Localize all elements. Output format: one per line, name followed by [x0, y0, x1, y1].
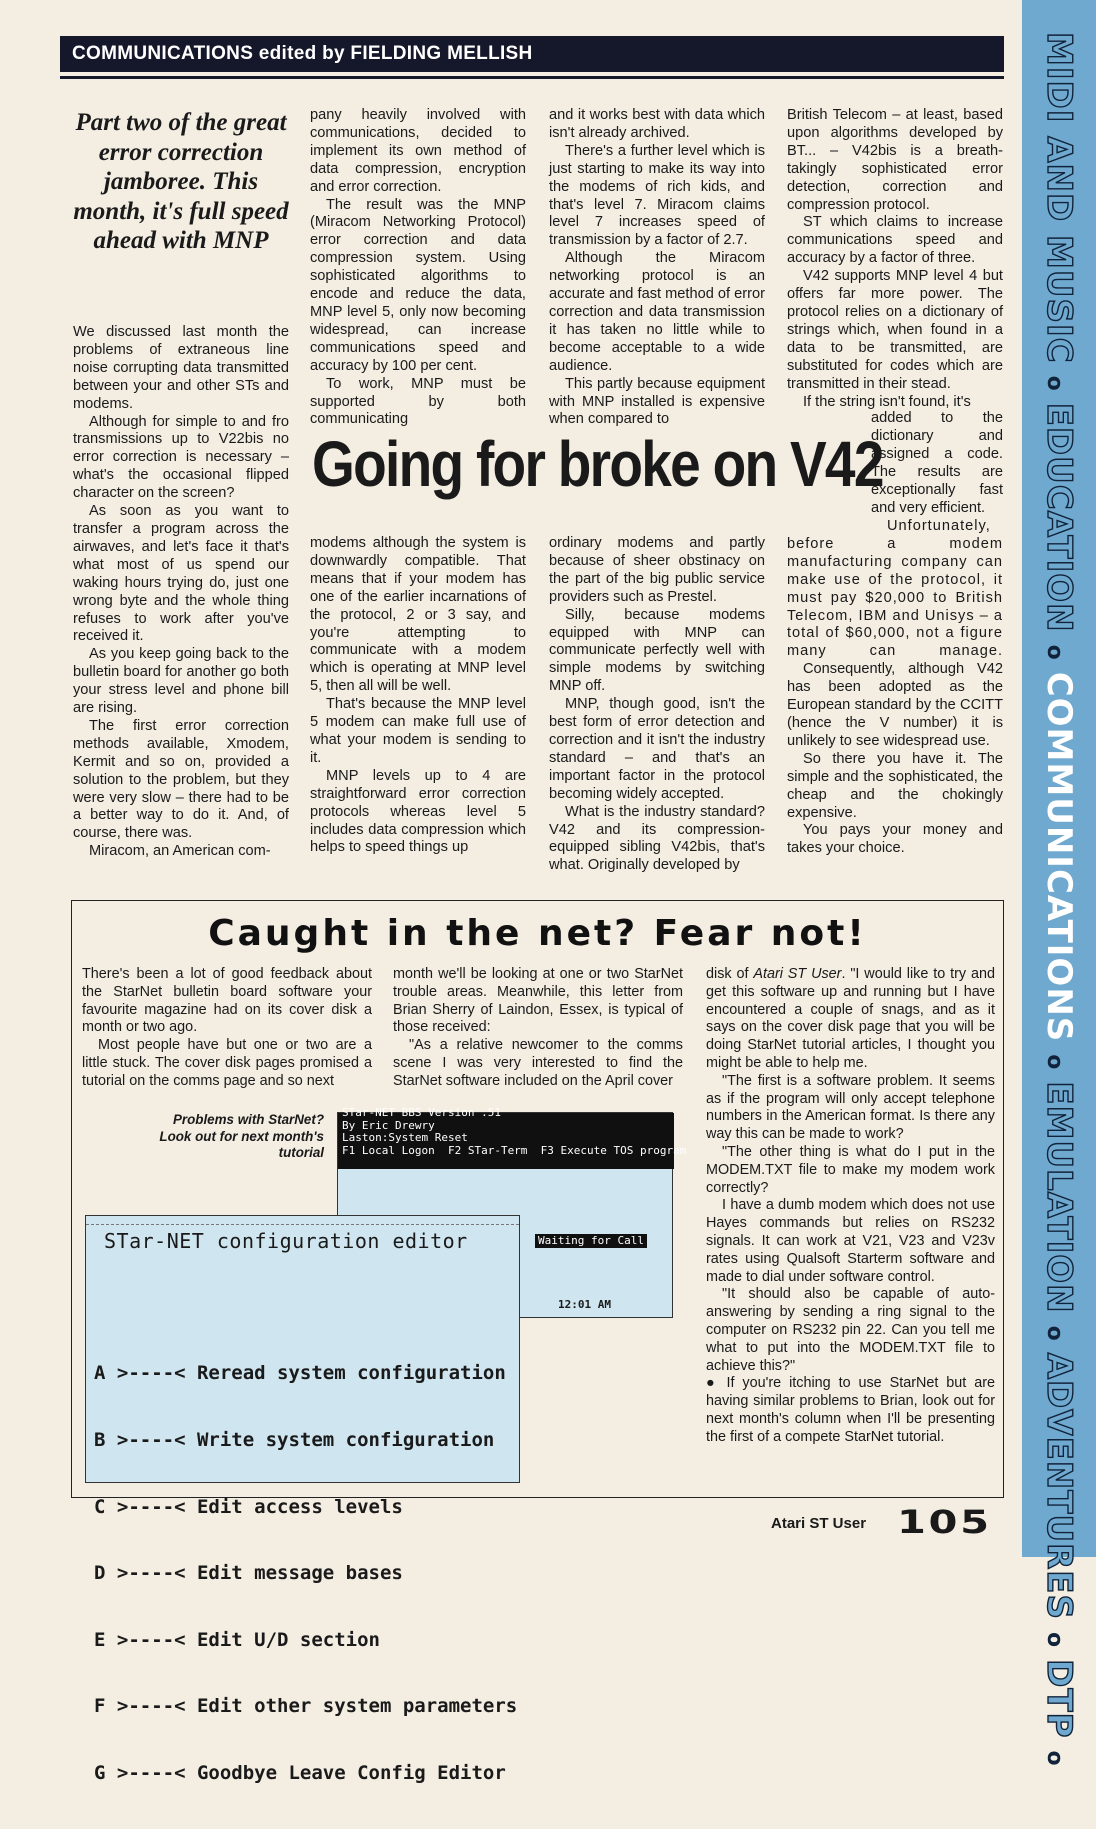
paragraph: modems although the system is downwardly compatible. That means that if your modem has one of the earlier incarnations of the protocol, 2 or 3 say, and you're attempting to communicate with a modem which is operating at MNP level 5, then all will be well. [310, 535, 526, 695]
paragraph: Most people have but one or two are a little stuck. The cover disk pages promised a tutorial on the comms page and so next [82, 1037, 372, 1089]
paragraph: ST which claims to increase communications speed and accuracy by a factor of three. [787, 214, 1003, 267]
paragraph: To work, MNP must be supported by both communicating [310, 375, 526, 428]
paragraph: month we'll be looking at one or two StarNet trouble areas. Meanwhile, this letter from Brian Sherry of Laindon, Essex, is typical of those received: [393, 966, 683, 1036]
band-item-midi: MIDI AND MUSIC [1039, 32, 1079, 364]
paragraph: There's been a lot of good feedback about the StarNet bulletin board software your favourite magazine had on its cover disk a month or two ago. [82, 966, 372, 1036]
paragraph: MNP, though good, isn't the best form of error detection and correction and it isn't the industry standard – and that's an important factor in the protocol becoming widely accepted. [549, 696, 765, 802]
band-item-adventures: ADVENTURES [1039, 1352, 1079, 1620]
paragraph: As you keep going back to the bulletin board for another go both your stress level and phone bill are rising. [73, 646, 289, 717]
paragraph: Consequently, although V42 has been adopted as the European standard by the CCITT (hence the V number) it is unlikely to see widespread use. [787, 661, 1003, 749]
band-item-education: EDUCATION [1039, 402, 1079, 633]
paragraph: and it works best with data which isn't already archived. [549, 107, 765, 141]
paragraph: "The first is a software problem. It seems as if the program will only accept telephone numbers in the American format. Is there any way this can be made to work? [706, 1072, 995, 1143]
divider [86, 1224, 519, 1225]
article-column-4-top [787, 107, 1003, 411]
standfirst: Part two of the great error correction jamboree. This month, it's full speed ahead with MNP [73, 109, 289, 254]
band-separator-icon: o [1042, 375, 1067, 391]
band-separator-icon: o [1042, 1325, 1067, 1341]
band-separator-icon: o [1042, 644, 1067, 660]
config-menu-item: F >----< Edit other system parameters [94, 1695, 518, 1718]
article-column-2-bottom [310, 535, 526, 857]
bbs-clock: 12:01 AM [558, 1298, 611, 1311]
bbs-status: Waiting for Call [535, 1234, 647, 1248]
page-number: 105 [897, 1503, 992, 1541]
paragraph: ordinary modems and partly because of sheer obstinacy on the part of the big public service providers such as Prestel. [549, 535, 765, 605]
article-column-3-bottom [549, 535, 765, 875]
article-column-4-wrap [871, 410, 1003, 517]
paragraph: I have a dumb modem which does not use Hayes commands but relies on RS232 signals. It can work at V21, V23 and V23v rates using Qualsoft Starterm software and made to dial under software control. [706, 1197, 995, 1285]
band-item-emulation: EMULATION [1039, 1081, 1079, 1314]
bbs-line: STar-NET BBS Version .51 [342, 1106, 501, 1119]
paragraph: "As a relative newcomer to the comms scene I was very interested to find the StarNet software included on the April cover [393, 1037, 683, 1089]
magazine-name: Atari ST User [771, 1515, 867, 1532]
box-column-3 [706, 966, 995, 1447]
paragraph: This partly because equipment with MNP installed is expensive when compared to [549, 375, 765, 428]
paragraph: You pays your money and takes your choice. [787, 822, 1003, 857]
paragraph: The first error correction methods available, Xmodem, Kermit and so on, provided a solution to the problem, but they were very slow – there had to be a better way to do it. And, of course, there was. [73, 717, 289, 842]
config-menu-item: D >----< Edit message bases [94, 1562, 403, 1585]
paragraph: "It should also be capable of auto-answering by sending a ring signal to the computer on RS232 pin 22. Can you tell me what to put into the MODEM.TXT file to achieve this?" [706, 1286, 995, 1374]
config-menu-item: C >----< Edit access levels [94, 1495, 403, 1518]
paragraph: As soon as you want to transfer a program across the airwaves, and let's face it that's what most of us spend our waking hours trying do, just one wrong byte and the whole thing refuses to work after you've received it. [73, 503, 289, 645]
screenshot-caption: Problems with StarNet? Look out for next month's tutorial [159, 1112, 324, 1160]
paragraph: Although the Miracom networking protocol is an accurate and fast method of error correction and data transmission it has taken no little while to become acceptable to a wide audience. [549, 250, 765, 374]
paragraph: Silly, because modems equipped with MNP can communicate perfectly well with simple modems by switching MNP off. [549, 606, 765, 695]
bbs-header [338, 1106, 687, 1169]
text-run: . "I would like to try and get this software up and running but I have encountered a couple of snags, and as it says on the cover disk page that you will be doing StarNet tutorial articles, I thought you might be able to help me. [706, 966, 995, 1071]
article-column-2-top [310, 107, 526, 429]
paragraph: V42 supports MNP level 4 but offers far more power. The protocol relies on a dictionary of strings which, when found in a data to be transmitted, are substituted for codes which are transmitted in their stead. [787, 268, 1003, 392]
config-editor-screenshot [85, 1215, 520, 1784]
paragraph: "The other thing is what do I put in the MODEM.TXT file to make my modem work correctly? [706, 1143, 995, 1196]
headline: Going for broke on V42 [312, 428, 883, 500]
article-column-1 [73, 324, 289, 861]
band-item-dtp: DTP [1039, 1659, 1079, 1739]
box-column-2 [393, 966, 683, 1091]
band-separator-icon: o [1042, 1054, 1067, 1070]
box-title: Caught in the net? Fear not! [208, 913, 867, 954]
config-menu-item: A >----< Reread system configuration [94, 1362, 506, 1385]
paragraph: British Telecom – at least, based upon algorithms developed by BT... – V42bis is a breath-takingly sophisticated error detection, correction and compression protocol. [787, 107, 1003, 213]
config-menu-item: E >----< Edit U/D section [94, 1628, 380, 1651]
paragraph: The result was the MNP (Miracom Networking Protocol) error correction and data compression system. Using sophisticated algorithms to encode and reduce the data, MNP level 5, only now becoming widespread, can increase communications speed and accuracy by 100 per cent. [310, 196, 526, 374]
paragraph: So there you have it. The simple and the sophisticated, the cheap and the chokingly expensive. [787, 750, 1003, 821]
article-column-4-bottom [787, 518, 1003, 858]
header-rule [60, 76, 1004, 79]
text-run: disk of [706, 966, 754, 982]
paragraph: ● If you're itching to use StarNet but are having similar problems to Brian, look out for next month's column when I'll be presenting the first of a compete StarNet tutorial. [706, 1375, 995, 1445]
band-separator-icon: o [1042, 1631, 1067, 1648]
bbs-function-keys: F1 Local Logon F2 STar-Term F3 Execute TOS program [342, 1143, 687, 1157]
config-editor-title: STar-NET configuration editor [104, 1229, 468, 1253]
paragraph: That's because the MNP level 5 modem can make full use of what your modem is sending to it. [310, 696, 526, 766]
paragraph: If the string isn't found, it's [803, 393, 971, 410]
config-menu-item: B >----< Write system configuration [94, 1429, 495, 1451]
bbs-line: By Eric Drewry [342, 1118, 435, 1132]
config-menu-item: G >----< Goodbye Leave Config Editor [94, 1761, 506, 1784]
bbs-line: Laston:System Reset [342, 1131, 468, 1144]
section-header: COMMUNICATIONS edited by FIELDING MELLISH [60, 36, 1004, 72]
band-separator-icon: o [1042, 1750, 1067, 1766]
paragraph: Although for simple to and fro transmissions up to V22bis no error correction is necessary – what's the occasional flipped character on the screen? [73, 413, 289, 502]
paragraph [706, 966, 995, 1073]
band-item-communications: COMMUNICATIONS [1039, 671, 1079, 1043]
box-column-1 [82, 966, 372, 1091]
paragraph: We discussed last month the problems of extraneous line noise corrupting data transmitted between your and other STs and modems. [73, 324, 289, 412]
paragraph: Miracom, an American com- [89, 843, 271, 860]
article-column-3-top [549, 107, 765, 429]
paragraph: Unfortunately, before a modem manufacturing company can make use of the protocol, it must pay $20,000 to British Telecom, IBM and Unisys – a total of $60,000, not a figure many can manage. [787, 518, 1003, 660]
paragraph: pany heavily involved with communications, decided to implement its own method of data compression, encryption and error correction. [310, 107, 526, 195]
paragraph: MNP levels up to 4 are straightforward error correction protocols whereas level 5 includes data compression which helps to speed things up [310, 767, 526, 856]
paragraph: added to the dictionary and assigned a code. The results are exceptionally fast and very efficient. [871, 410, 1003, 516]
config-menu [94, 1318, 517, 1829]
paragraph: There's a further level which is just starting to make its way into the modems of rich kids, and that's level 7. Miracom claims level 7 increases speed of transmission by a factor of 2.7. [549, 142, 765, 249]
magazine-name: Atari ST User [753, 966, 842, 982]
paragraph: What is the industry standard? V42 and its compression-equipped sibling V42bis, that's what. Originally developed by [549, 803, 765, 874]
